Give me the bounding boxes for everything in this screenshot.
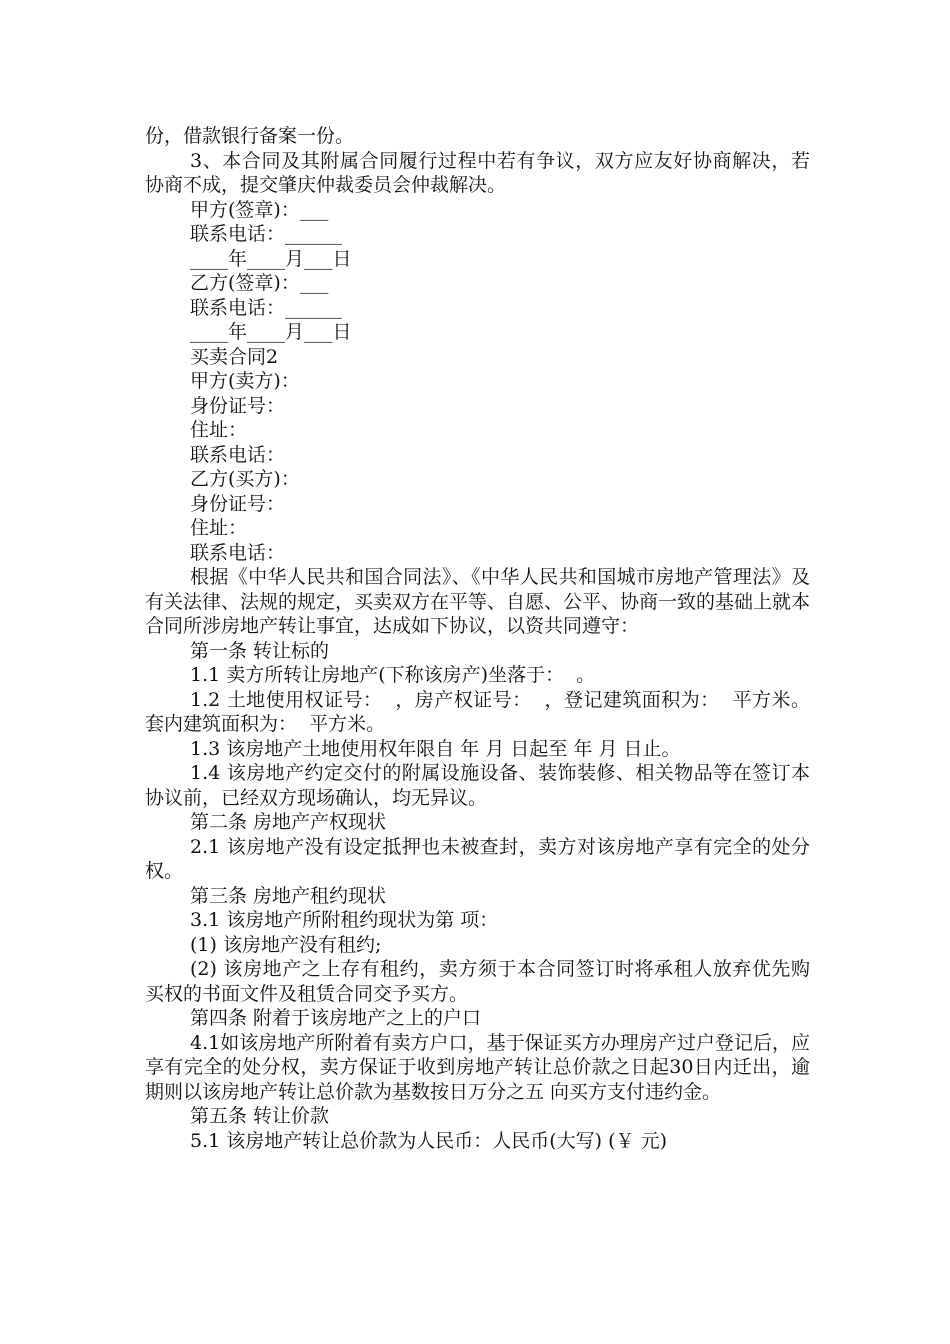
seller-id-label: 身份证号： <box>190 394 286 417</box>
date-line-a: ____年____月___日 <box>190 247 352 270</box>
clause-paragraph: 1.1 卖方所转让房地产(下称该房产)坐落于： 。 <box>190 664 596 686</box>
buyer-phone-label: 联系电话： <box>190 541 286 564</box>
clause-paragraph: 2.1 该房地产没有设定抵押也未被查封，卖方对该房地产享有完全的处分权。 <box>145 835 810 882</box>
article-heading: 第五条 转让价款 <box>190 1105 330 1127</box>
clause-paragraph: 1.3 该房地产土地使用权年限自 年 月 日起至 年 月 日止。 <box>190 737 681 760</box>
buyer-id-label: 身份证号： <box>190 492 286 515</box>
clause-paragraph: 1.4 该房地产约定交付的附属设施设备、装饰装修、相关物品等在签订本协议前，已经双方现场确认，均无异议。 <box>145 762 810 809</box>
article-heading: 第二条 房地产产权现状 <box>190 811 387 833</box>
seller-label: 甲方(卖方)： <box>190 370 300 392</box>
buyer-label: 乙方(买方)： <box>190 468 300 490</box>
preamble-paragraph: 根据《中华人民共和国合同法》、《中华人民共和国城市房地产管理法》及有关法律、法规的规定，买卖双方在平等、自愿、公平、协商一致的基础上就本合同所涉房地产转让事宜，达成如下协议，以资共同遵守： <box>145 566 811 637</box>
article-heading: 第四条 附着于该房地产之上的户口 <box>190 1007 482 1029</box>
article-heading: 第三条 房地产租约现状 <box>190 884 387 907</box>
paragraph: 份，借款银行备案一份。 <box>145 125 355 147</box>
signature-party-a: 甲方(签章)：___ <box>190 198 329 221</box>
seller-address-label: 住址： <box>190 419 248 441</box>
document-body <box>145 124 810 1153</box>
contract-title: 买卖合同2 <box>190 345 279 368</box>
signature-party-b: 乙方(签章)：___ <box>190 272 329 294</box>
clause-paragraph: 4.1如该房地产所附着有卖方户口，基于保证买方办理房产过户登记后，应享有完全的处分权，卖方保证于收到房地产转让总价款之日起30日内迁出，逾期则以该房地产转让总价款为基数按日万分之五 向买方支付违约金。 <box>145 1031 810 1103</box>
clause-paragraph: (2) 该房地产之上存有租约，卖方须于本合同签订时将承租人放弃优先购买权的书面文件及租赁合同交予买方。 <box>145 958 810 1005</box>
article-heading: 第一条 转让标的 <box>190 639 330 662</box>
clause-paragraph: (1) 该房地产没有租约; <box>190 933 382 956</box>
contact-phone-a: 联系电话：______ <box>190 223 343 245</box>
date-line-b: ____年____月___日 <box>190 321 352 343</box>
clause-paragraph: 3.1 该房地产所附租约现状为第 项： <box>190 909 499 931</box>
seller-phone-label: 联系电话： <box>190 443 286 466</box>
clause-paragraph: 1.2 土地使用权证号： ，房产权证号： ，登记建筑面积为： 平方米。套内建筑面积为： 平方米。 <box>145 688 810 735</box>
buyer-address-label: 住址： <box>190 517 248 539</box>
paragraph: 3、本合同及其附属合同履行过程中若有争议，双方应友好协商解决，若协商不成，提交肇庆仲裁委员会仲裁解决。 <box>145 149 810 196</box>
clause-paragraph: 5.1 该房地产转让总价款为人民币：人民币(大写) (￥ 元) <box>190 1129 667 1152</box>
contact-phone-b: 联系电话：______ <box>190 296 343 319</box>
